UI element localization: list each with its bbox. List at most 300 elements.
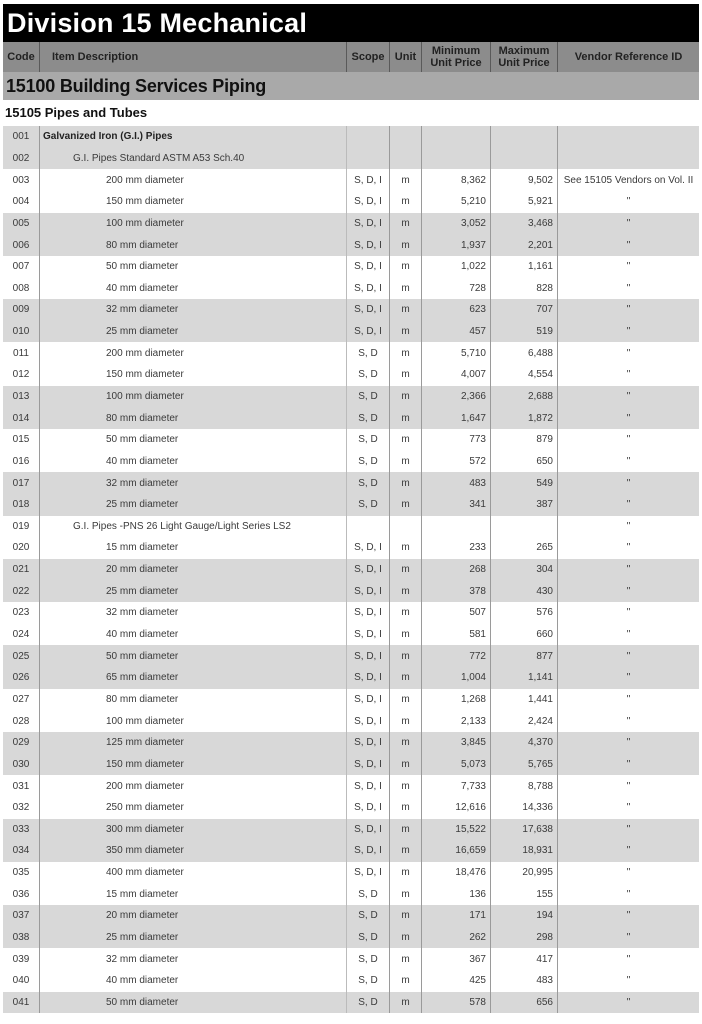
item-scope: S, D, I (347, 559, 390, 581)
item-code: 032 (3, 797, 40, 819)
item-scope: S, D, I (347, 754, 390, 776)
item-max-price: 1,141 (491, 667, 558, 689)
item-code: 007 (3, 256, 40, 278)
item-code: 001 (3, 126, 40, 148)
item-max-price: 298 (491, 927, 558, 949)
item-min-price: 5,710 (422, 342, 491, 364)
item-description: 100 mm diameter (40, 710, 347, 732)
item-vendor-ref: " (626, 758, 631, 770)
item-min-price: 16,659 (422, 840, 491, 862)
item-code: 006 (3, 234, 40, 256)
item-max-price: 3,468 (491, 213, 558, 235)
item-unit: m (390, 645, 422, 667)
item-unit: m (390, 537, 422, 559)
item-vendor-ref: " (626, 780, 631, 792)
item-unit: m (390, 927, 422, 949)
item-unit: m (390, 299, 422, 321)
item-min-price: 2,366 (422, 386, 491, 408)
item-min-price: 1,268 (422, 689, 491, 711)
item-min-price: 18,476 (422, 862, 491, 884)
item-code: 016 (3, 451, 40, 473)
table-row (3, 169, 699, 191)
item-vendor-ref: " (626, 520, 631, 532)
item-max-price: 5,765 (491, 754, 558, 776)
item-unit: m (390, 559, 422, 581)
item-vendor-ref: " (626, 629, 631, 641)
item-min-price: 136 (422, 883, 491, 905)
item-scope (347, 516, 390, 538)
table-row (3, 624, 699, 646)
table-row (3, 234, 699, 256)
item-unit: m (390, 689, 422, 711)
item-min-price (422, 126, 491, 148)
item-scope: S, D, I (347, 299, 390, 321)
item-description: 25 mm diameter (40, 580, 347, 602)
item-description: 150 mm diameter (40, 191, 347, 213)
table-row (3, 213, 699, 235)
item-code: 024 (3, 624, 40, 646)
item-unit: m (390, 191, 422, 213)
item-max-price: 828 (491, 277, 558, 299)
table-row (3, 429, 699, 451)
item-code: 014 (3, 407, 40, 429)
item-code: 034 (3, 840, 40, 862)
column-header-row (3, 42, 699, 72)
item-code: 031 (3, 775, 40, 797)
item-code: 010 (3, 321, 40, 343)
item-scope: S, D (347, 364, 390, 386)
column-header-max-price: Maximum Unit Price (491, 42, 558, 72)
item-min-price: 1,937 (422, 234, 491, 256)
item-vendor-ref: " (626, 455, 631, 467)
item-unit: m (390, 580, 422, 602)
table-row (3, 927, 699, 949)
item-vendor-ref: " (626, 867, 631, 879)
table-row (3, 148, 699, 170)
item-vendor-ref: " (626, 823, 631, 835)
item-unit: m (390, 948, 422, 970)
column-header-vendor-ref: Vendor Reference ID (574, 51, 683, 63)
item-scope: S, D (347, 948, 390, 970)
item-min-price: 728 (422, 277, 491, 299)
item-vendor-ref: " (626, 412, 631, 424)
item-scope: S, D, I (347, 277, 390, 299)
table-row (3, 710, 699, 732)
item-max-price: 14,336 (491, 797, 558, 819)
item-code: 028 (3, 710, 40, 732)
item-min-price: 2,133 (422, 710, 491, 732)
item-description: 125 mm diameter (40, 732, 347, 754)
item-description: 200 mm diameter (40, 775, 347, 797)
item-vendor-ref: " (626, 196, 631, 208)
table-row (3, 905, 699, 927)
item-vendor-ref: " (626, 347, 631, 359)
item-description: 50 mm diameter (40, 256, 347, 278)
item-vendor-ref: " (626, 304, 631, 316)
item-code: 011 (3, 342, 40, 364)
item-vendor-ref: " (626, 607, 631, 619)
item-vendor-ref: " (626, 888, 631, 900)
item-code: 004 (3, 191, 40, 213)
item-min-price: 578 (422, 992, 491, 1014)
item-min-price: 1,004 (422, 667, 491, 689)
item-scope: S, D, I (347, 624, 390, 646)
item-unit (390, 516, 422, 538)
item-vendor-ref: " (626, 542, 631, 554)
item-code: 036 (3, 883, 40, 905)
table-row (3, 494, 699, 516)
item-max-price: 2,201 (491, 234, 558, 256)
item-vendor-ref: " (626, 326, 631, 338)
table-row (3, 516, 699, 538)
item-unit: m (390, 754, 422, 776)
item-scope: S, D (347, 970, 390, 992)
item-min-price: 171 (422, 905, 491, 927)
item-description: 32 mm diameter (40, 602, 347, 624)
item-code: 018 (3, 494, 40, 516)
table-row (3, 364, 699, 386)
item-description: 50 mm diameter (40, 992, 347, 1014)
item-scope (347, 126, 390, 148)
item-max-price: 18,931 (491, 840, 558, 862)
item-unit: m (390, 602, 422, 624)
item-vendor-ref: " (626, 477, 631, 489)
item-max-price: 265 (491, 537, 558, 559)
item-min-price: 773 (422, 429, 491, 451)
item-scope: S, D (347, 407, 390, 429)
item-vendor-ref: " (626, 499, 631, 511)
item-unit: m (390, 234, 422, 256)
item-min-price: 772 (422, 645, 491, 667)
item-scope: S, D (347, 905, 390, 927)
table-row (3, 775, 699, 797)
item-min-price: 425 (422, 970, 491, 992)
item-description: 80 mm diameter (40, 689, 347, 711)
item-max-price (491, 126, 558, 148)
item-max-price: 5,921 (491, 191, 558, 213)
item-vendor-ref: " (626, 953, 631, 965)
item-unit: m (390, 169, 422, 191)
item-scope: S, D (347, 342, 390, 364)
item-scope: S, D, I (347, 256, 390, 278)
item-scope: S, D (347, 992, 390, 1014)
item-max-price: 1,161 (491, 256, 558, 278)
item-max-price: 430 (491, 580, 558, 602)
item-min-price: 457 (422, 321, 491, 343)
item-description: 80 mm diameter (40, 407, 347, 429)
item-scope: S, D (347, 386, 390, 408)
item-min-price: 507 (422, 602, 491, 624)
item-vendor-ref: " (626, 650, 631, 662)
table-row (3, 580, 699, 602)
item-scope: S, D, I (347, 797, 390, 819)
item-vendor-ref: " (626, 715, 631, 727)
item-max-price: 576 (491, 602, 558, 624)
item-vendor-ref: " (626, 975, 631, 987)
table-row (3, 342, 699, 364)
table-row (3, 299, 699, 321)
column-header-description: Item Description (40, 42, 347, 72)
item-description: 250 mm diameter (40, 797, 347, 819)
item-unit: m (390, 883, 422, 905)
item-vendor-ref: " (626, 802, 631, 814)
item-scope: S, D, I (347, 819, 390, 841)
item-description: Galvanized Iron (G.I.) Pipes (40, 126, 347, 148)
table-row (3, 537, 699, 559)
item-code: 013 (3, 386, 40, 408)
item-description: 32 mm diameter (40, 299, 347, 321)
item-code: 035 (3, 862, 40, 884)
table-row (3, 970, 699, 992)
item-description: 50 mm diameter (40, 645, 347, 667)
item-min-price: 4,007 (422, 364, 491, 386)
item-description: 100 mm diameter (40, 386, 347, 408)
item-unit: m (390, 321, 422, 343)
item-unit: m (390, 797, 422, 819)
item-vendor-ref: " (626, 391, 631, 402)
item-scope: S, D, I (347, 580, 390, 602)
table-row (3, 667, 699, 689)
item-description: 25 mm diameter (40, 321, 347, 343)
item-unit: m (390, 819, 422, 841)
item-max-price: 877 (491, 645, 558, 667)
column-header-unit: Unit (390, 42, 422, 72)
item-vendor-ref: " (626, 672, 631, 684)
item-scope: S, D, I (347, 213, 390, 235)
item-description: 15 mm diameter (40, 537, 347, 559)
table-row (3, 862, 699, 884)
item-unit: m (390, 624, 422, 646)
item-code: 038 (3, 927, 40, 949)
item-max-price: 4,370 (491, 732, 558, 754)
item-description: 100 mm diameter (40, 213, 347, 235)
item-scope: S, D, I (347, 862, 390, 884)
item-code: 021 (3, 559, 40, 581)
item-scope: S, D, I (347, 840, 390, 862)
item-description: 25 mm diameter (40, 494, 347, 516)
item-max-price: 2,424 (491, 710, 558, 732)
item-max-price: 387 (491, 494, 558, 516)
item-code: 041 (3, 992, 40, 1014)
item-unit: m (390, 256, 422, 278)
item-code: 033 (3, 819, 40, 841)
item-max-price (491, 148, 558, 170)
item-min-price: 341 (422, 494, 491, 516)
item-vendor-ref: " (626, 217, 631, 229)
item-unit: m (390, 277, 422, 299)
item-max-price: 17,638 (491, 819, 558, 841)
item-description: 65 mm diameter (40, 667, 347, 689)
item-code: 030 (3, 754, 40, 776)
item-code: 037 (3, 905, 40, 927)
item-min-price: 378 (422, 580, 491, 602)
item-description: 400 mm diameter (40, 862, 347, 884)
item-unit: m (390, 710, 422, 732)
item-scope (347, 148, 390, 170)
item-unit: m (390, 970, 422, 992)
item-vendor-ref: " (626, 737, 631, 749)
item-vendor-ref: See 15105 Vendors on Vol. II (563, 174, 694, 186)
item-unit (390, 126, 422, 148)
item-description: 15 mm diameter (40, 883, 347, 905)
item-unit: m (390, 905, 422, 927)
item-scope: S, D, I (347, 234, 390, 256)
item-max-price: 417 (491, 948, 558, 970)
item-code: 029 (3, 732, 40, 754)
table-row (3, 732, 699, 754)
item-min-price: 7,733 (422, 775, 491, 797)
item-code: 025 (3, 645, 40, 667)
item-max-price: 656 (491, 992, 558, 1014)
item-scope: S, D, I (347, 321, 390, 343)
item-max-price: 483 (491, 970, 558, 992)
item-description: 300 mm diameter (40, 819, 347, 841)
table-row (3, 451, 699, 473)
item-code: 017 (3, 472, 40, 494)
item-min-price: 1,022 (422, 256, 491, 278)
item-description: G.I. Pipes -PNS 26 Light Gauge/Light Series LS2 (40, 516, 347, 538)
item-unit: m (390, 732, 422, 754)
item-vendor-ref: " (626, 261, 631, 273)
item-min-price: 262 (422, 927, 491, 949)
item-min-price: 268 (422, 559, 491, 581)
item-min-price: 367 (422, 948, 491, 970)
item-unit (390, 148, 422, 170)
table-row (3, 840, 699, 862)
table-row (3, 321, 699, 343)
table-row (3, 256, 699, 278)
item-scope: S, D, I (347, 645, 390, 667)
table-row (3, 645, 699, 667)
item-code: 015 (3, 429, 40, 451)
item-max-price: 9,502 (491, 169, 558, 191)
item-description: 40 mm diameter (40, 970, 347, 992)
item-vendor-ref (558, 148, 699, 170)
item-max-price: 6,488 (491, 342, 558, 364)
table-row (3, 948, 699, 970)
item-description: 200 mm diameter (40, 342, 347, 364)
item-min-price: 581 (422, 624, 491, 646)
item-unit: m (390, 364, 422, 386)
item-unit: m (390, 992, 422, 1014)
column-header-code: Code (3, 42, 40, 72)
item-max-price: 2,688 (491, 386, 558, 408)
table-row (3, 126, 699, 148)
item-scope: S, D (347, 429, 390, 451)
item-max-price: 707 (491, 299, 558, 321)
item-min-price (422, 148, 491, 170)
item-min-price: 5,073 (422, 754, 491, 776)
item-unit: m (390, 494, 422, 516)
item-description: 350 mm diameter (40, 840, 347, 862)
table-row (3, 386, 699, 408)
item-scope: S, D, I (347, 191, 390, 213)
item-scope: S, D, I (347, 537, 390, 559)
item-max-price: 1,872 (491, 407, 558, 429)
table-row (3, 559, 699, 581)
item-unit: m (390, 386, 422, 408)
item-description: 80 mm diameter (40, 234, 347, 256)
item-code: 022 (3, 580, 40, 602)
item-description: 32 mm diameter (40, 948, 347, 970)
item-description: 150 mm diameter (40, 754, 347, 776)
item-vendor-ref: " (626, 996, 631, 1008)
item-description: 20 mm diameter (40, 559, 347, 581)
item-scope: S, D, I (347, 732, 390, 754)
item-vendor-ref: " (626, 369, 631, 381)
item-min-price: 3,845 (422, 732, 491, 754)
item-unit: m (390, 472, 422, 494)
item-unit: m (390, 213, 422, 235)
item-min-price: 233 (422, 537, 491, 559)
item-code: 027 (3, 689, 40, 711)
item-scope: S, D (347, 494, 390, 516)
table-row (3, 407, 699, 429)
item-scope: S, D, I (347, 710, 390, 732)
item-vendor-ref: " (626, 845, 631, 857)
item-unit: m (390, 342, 422, 364)
item-description: 50 mm diameter (40, 429, 347, 451)
item-code: 012 (3, 364, 40, 386)
item-unit: m (390, 840, 422, 862)
item-scope: S, D (347, 927, 390, 949)
item-unit: m (390, 862, 422, 884)
item-max-price: 660 (491, 624, 558, 646)
item-description: 40 mm diameter (40, 277, 347, 299)
item-description: 20 mm diameter (40, 905, 347, 927)
table-row (3, 472, 699, 494)
item-min-price: 1,647 (422, 407, 491, 429)
item-vendor-ref: " (626, 564, 631, 576)
item-min-price: 483 (422, 472, 491, 494)
item-code: 039 (3, 948, 40, 970)
item-description: 40 mm diameter (40, 624, 347, 646)
item-description: 40 mm diameter (40, 451, 347, 473)
item-unit: m (390, 667, 422, 689)
item-vendor-ref (558, 126, 699, 148)
item-scope: S, D (347, 472, 390, 494)
item-vendor-ref: " (626, 434, 631, 446)
item-code: 026 (3, 667, 40, 689)
table-row (3, 689, 699, 711)
item-min-price: 623 (422, 299, 491, 321)
table-row (3, 191, 699, 213)
item-max-price (491, 516, 558, 538)
item-description: G.I. Pipes Standard ASTM A53 Sch.40 (40, 148, 347, 170)
item-vendor-ref: " (626, 585, 631, 597)
item-scope: S, D, I (347, 602, 390, 624)
item-code: 009 (3, 299, 40, 321)
item-description: 32 mm diameter (40, 472, 347, 494)
item-code: 019 (3, 516, 40, 538)
item-code: 020 (3, 537, 40, 559)
item-description: 150 mm diameter (40, 364, 347, 386)
item-max-price: 1,441 (491, 689, 558, 711)
item-min-price: 3,052 (422, 213, 491, 235)
item-code: 003 (3, 169, 40, 191)
division-title: Division 15 Mechanical (3, 4, 699, 42)
item-unit: m (390, 775, 422, 797)
item-max-price: 650 (491, 451, 558, 473)
price-list-page (3, 4, 699, 1013)
item-vendor-ref: " (626, 932, 631, 944)
item-max-price: 194 (491, 905, 558, 927)
item-scope: S, D (347, 451, 390, 473)
item-max-price: 879 (491, 429, 558, 451)
item-code: 008 (3, 277, 40, 299)
item-code: 023 (3, 602, 40, 624)
column-header-min-price: Minimum Unit Price (422, 42, 491, 72)
